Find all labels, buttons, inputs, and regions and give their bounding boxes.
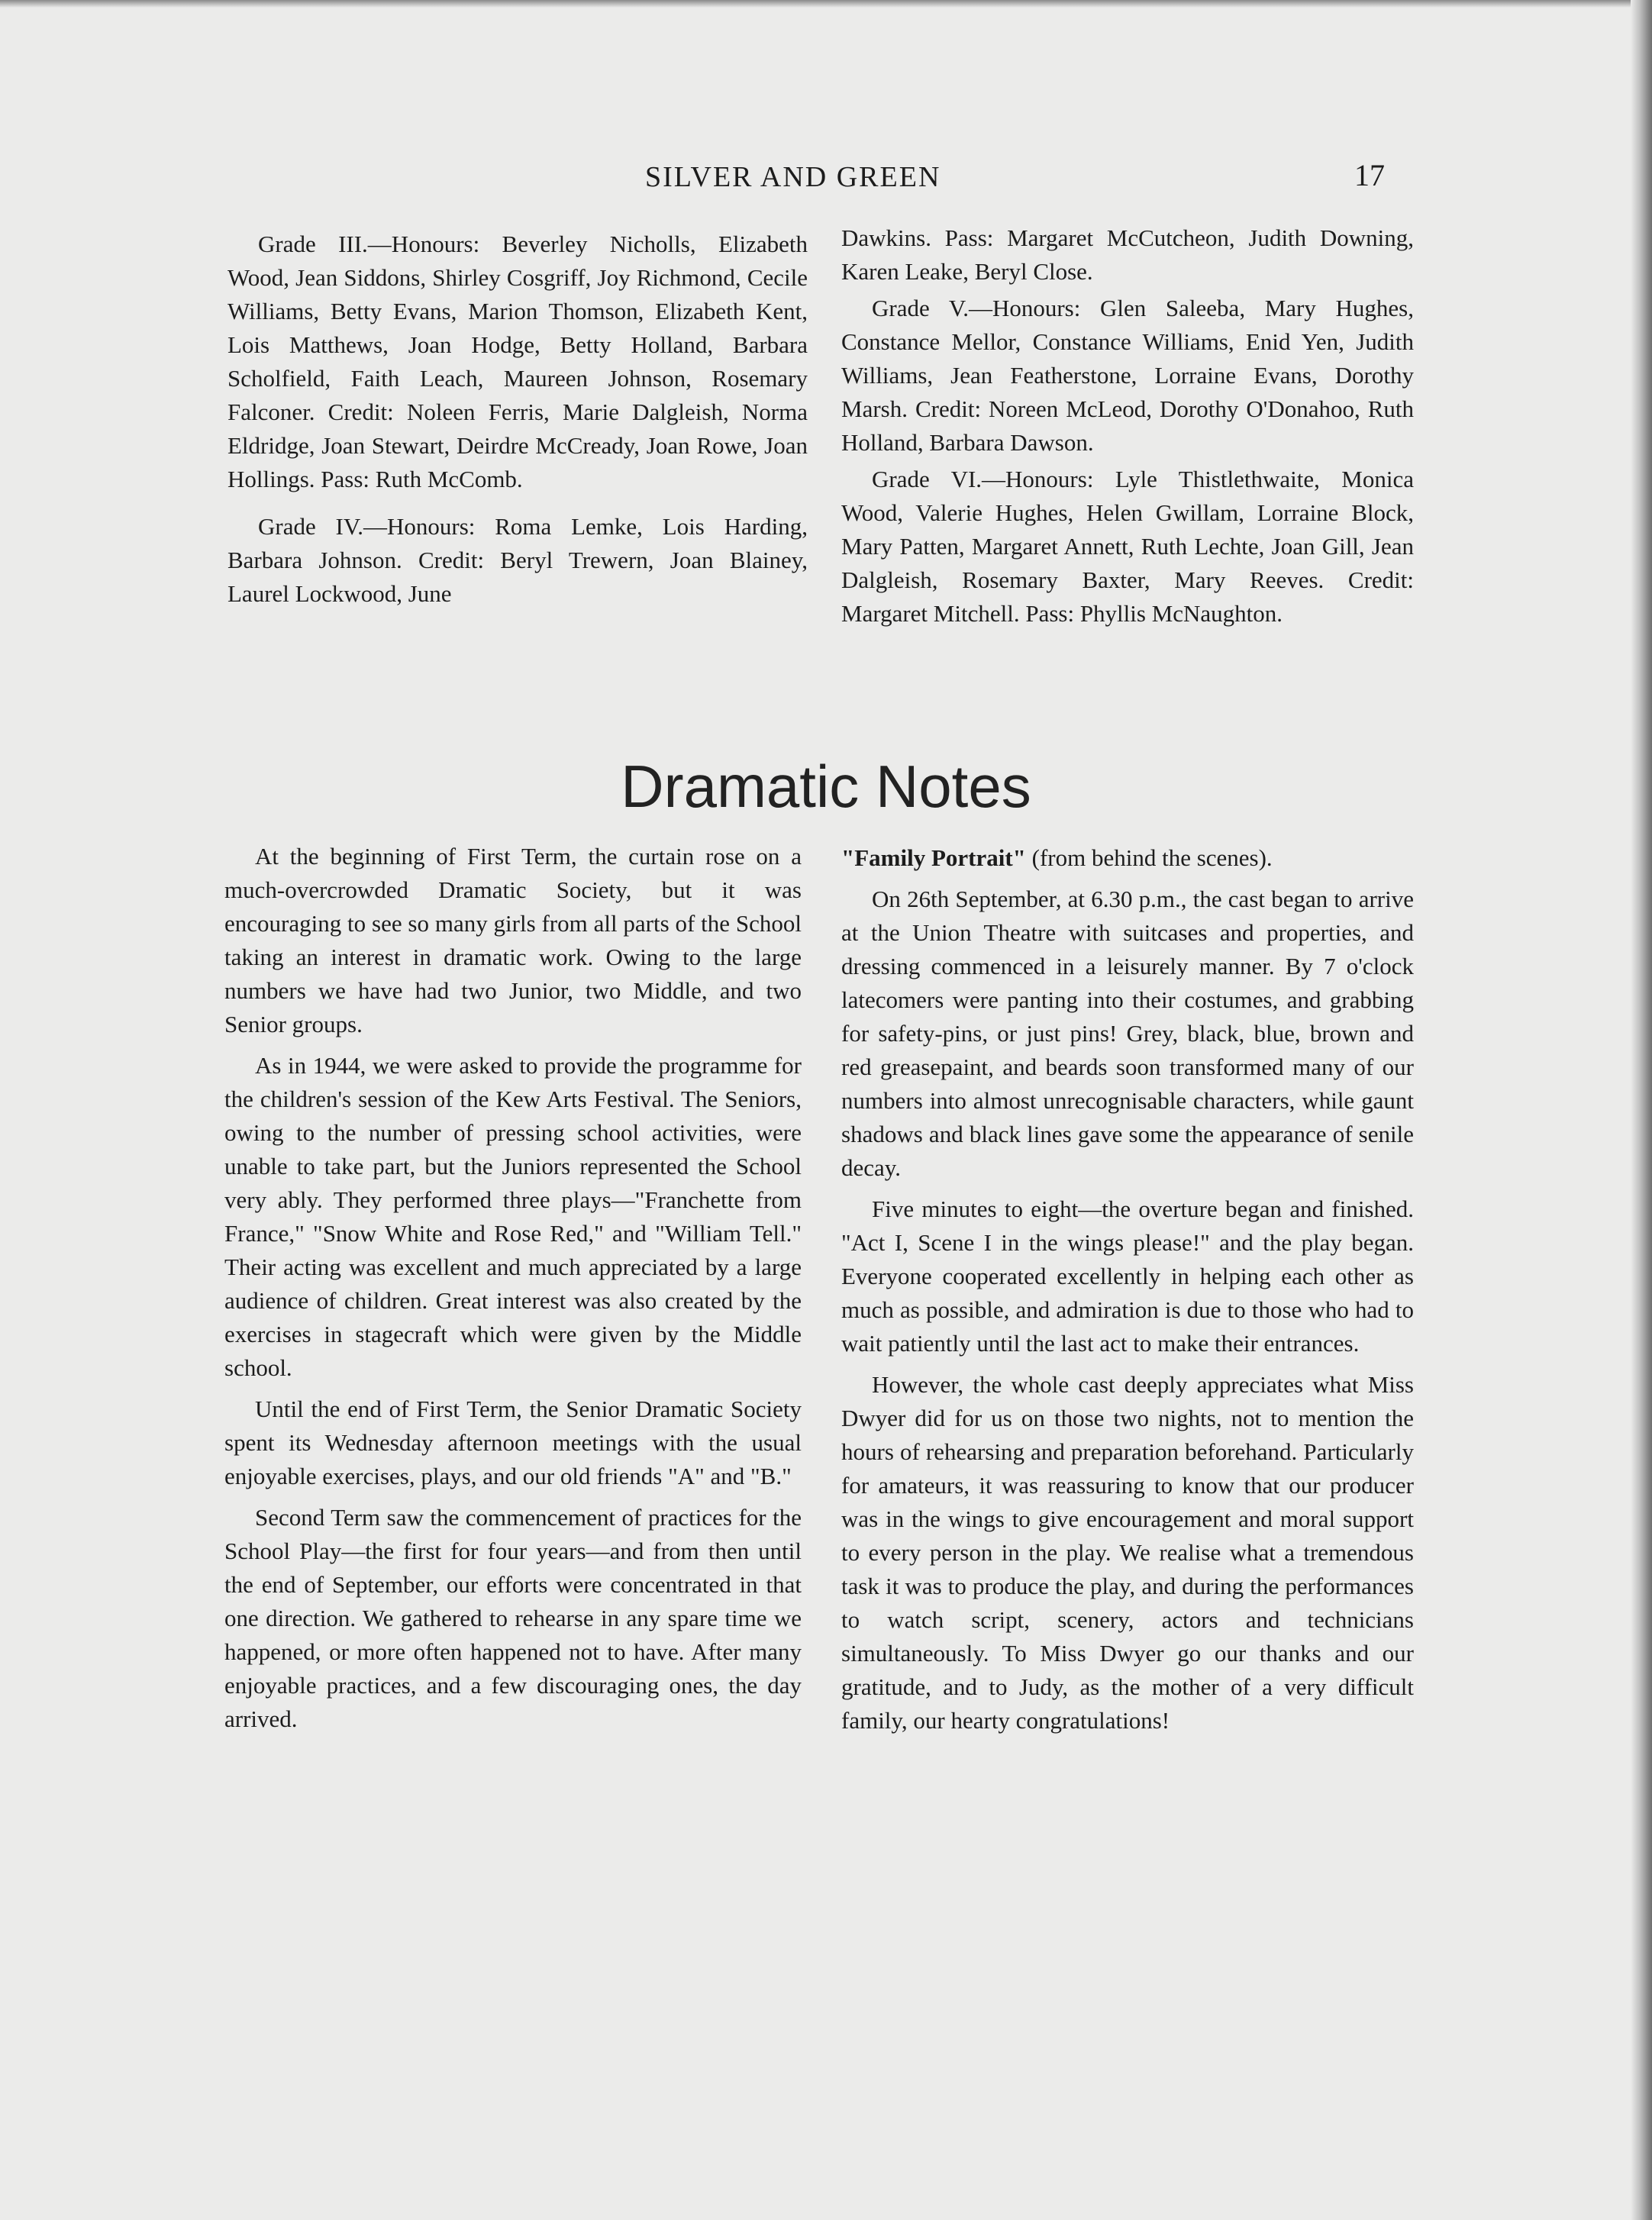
grade-paragraph: Grade III.—Honours: Beverley Nicholls, Elizabeth Wood, Jean Siddons, Shirley Cosgriff, Joy Richmond, Cecile Williams, Betty Evans, Marion Thomson, Elizabeth Kent, Lois Matthews, Joan Hodge, Betty Holland, Barbara Scholfield, Faith Leach, Maureen Johnson, Rosemary Falconer. Credit: Noleen Ferris, Marie Dalgleish, Norma Eldridge, Joan Stewart, Deirdre McCready, Joan Rowe, Joan Hollings. Pass: Ruth McComb. (227, 231, 808, 492)
play-title: "Family Portrait" (841, 844, 1026, 871)
notes-column-left (224, 840, 802, 1744)
running-header (0, 153, 1652, 198)
grade-paragraph: Grade VI.—Honours: Lyle Thistlethwaite, Monica Wood, Valerie Hughes, Helen Gwillam, Lorraine Block, Mary Patten, Margaret Annett, Ruth Lechte, Joan Gill, Jean Dalgleish, Rosemary Baxter, Mary Reeves. Credit: Margaret Mitchell. Pass: Phyllis McNaughton. (841, 466, 1414, 627)
notes-column-right (841, 841, 1414, 1745)
notes-paragraph: However, the whole cast deeply appreciates what Miss Dwyer did for us on those two nights, not to mention the hours of rehearsing and preparation beforehand. Particularly for amateurs, it was reassuring to know that our producer was in the wings to give encouragement and moral support to every person in the play. We realise what a tremendous task it was to produce the play, and during the performances to watch script, scenery, actors and technicians simultaneously. To Miss Dwyer go our thanks and our gratitude, and to Judy, as the mother of a very difficult family, our hearty congratulations! (841, 1371, 1414, 1734)
running-title: SILVER AND GREEN (645, 161, 941, 193)
notes-paragraph: As in 1944, we were asked to provide the programme for the children's session of the Kew Arts Festival. The Seniors, owing to the number of pressing school activities, were unable to take part, but the Juniors represented the School very ably. They performed three plays—"Franchette from France," "Snow White and Rose Red," and "William Tell." Their acting was excellent and much appreciated by a large audience of children. Great interest was also created by the exercises in stagecraft which were given by the Middle school. (224, 1052, 802, 1381)
grade-paragraph: Grade V.—Honours: Glen Saleeba, Mary Hughes, Constance Mellor, Constance Williams, Enid Yen, Judith Williams, Jean Featherstone, Lorraine Evans, Dorothy Marsh. Credit: Noreen McLeod, Dorothy O'Donahoo, Ruth Holland, Barbara Dawson. (841, 295, 1414, 456)
grades-column-left (227, 227, 808, 624)
notes-paragraph: At the beginning of First Term, the curtain rose on a much-overcrowded Dramatic Society, but it was encouraging to see so many girls from all parts of the School taking an interest in dramatic work. Owing to the large numbers we have had two Junior, two Middle, and two Senior groups. (224, 843, 802, 1037)
page-top-edge (0, 0, 1652, 8)
notes-paragraph: On 26th September, at 6.30 p.m., the cast began to arrive at the Union Theatre with suitcases and properties, and dressing commenced in a leisurely manner. By 7 o'clock latecomers were panting into their costumes, and grabbing for safety-pins, or just pins! Grey, black, blue, brown and red greasepaint, and beards soon transformed many of our numbers into almost unrecognisable characters, while gaunt shadows and black lines gave some the appearance of senile decay. (841, 886, 1414, 1181)
notes-paragraph: Five minutes to eight—the overture began and finished. "Act I, Scene I in the wings please!" and the play began. Everyone cooperated excellently in helping each other as much as possible, and admiration is due to those who had to wait patiently until the last act to make their entrances. (841, 1196, 1414, 1357)
grade-paragraph: Dawkins. Pass: Margaret McCutcheon, Judith Downing, Karen Leake, Beryl Close. (841, 224, 1414, 285)
page-right-edge (1631, 0, 1652, 2220)
notes-paragraph: Second Term saw the commencement of practices for the School Play—the first for four years—and from then until the end of September, our efforts were concentrated in that one direction. We gathered to rehearse in any spare time we happened, or more often happened not to have. After many enjoyable practices, and a few discouraging ones, the day arrived. (224, 1504, 802, 1732)
grades-column-right (841, 221, 1414, 634)
play-subtitle: (from behind the scenes). (1025, 844, 1273, 871)
notes-paragraph: Until the end of First Term, the Senior Dramatic Society spent its Wednesday afternoon meetings with the usual enjoyable exercises, plays, and our old friends "A" and "B." (224, 1396, 802, 1489)
section-title: Dramatic Notes (621, 753, 1031, 820)
page-number: 17 (1354, 158, 1385, 192)
grade-paragraph: Grade IV.—Honours: Roma Lemke, Lois Harding, Barbara Johnson. Credit: Beryl Trewern, Joan Blainey, Laurel Lockwood, June (227, 513, 808, 607)
notes-subheading (841, 841, 1414, 875)
